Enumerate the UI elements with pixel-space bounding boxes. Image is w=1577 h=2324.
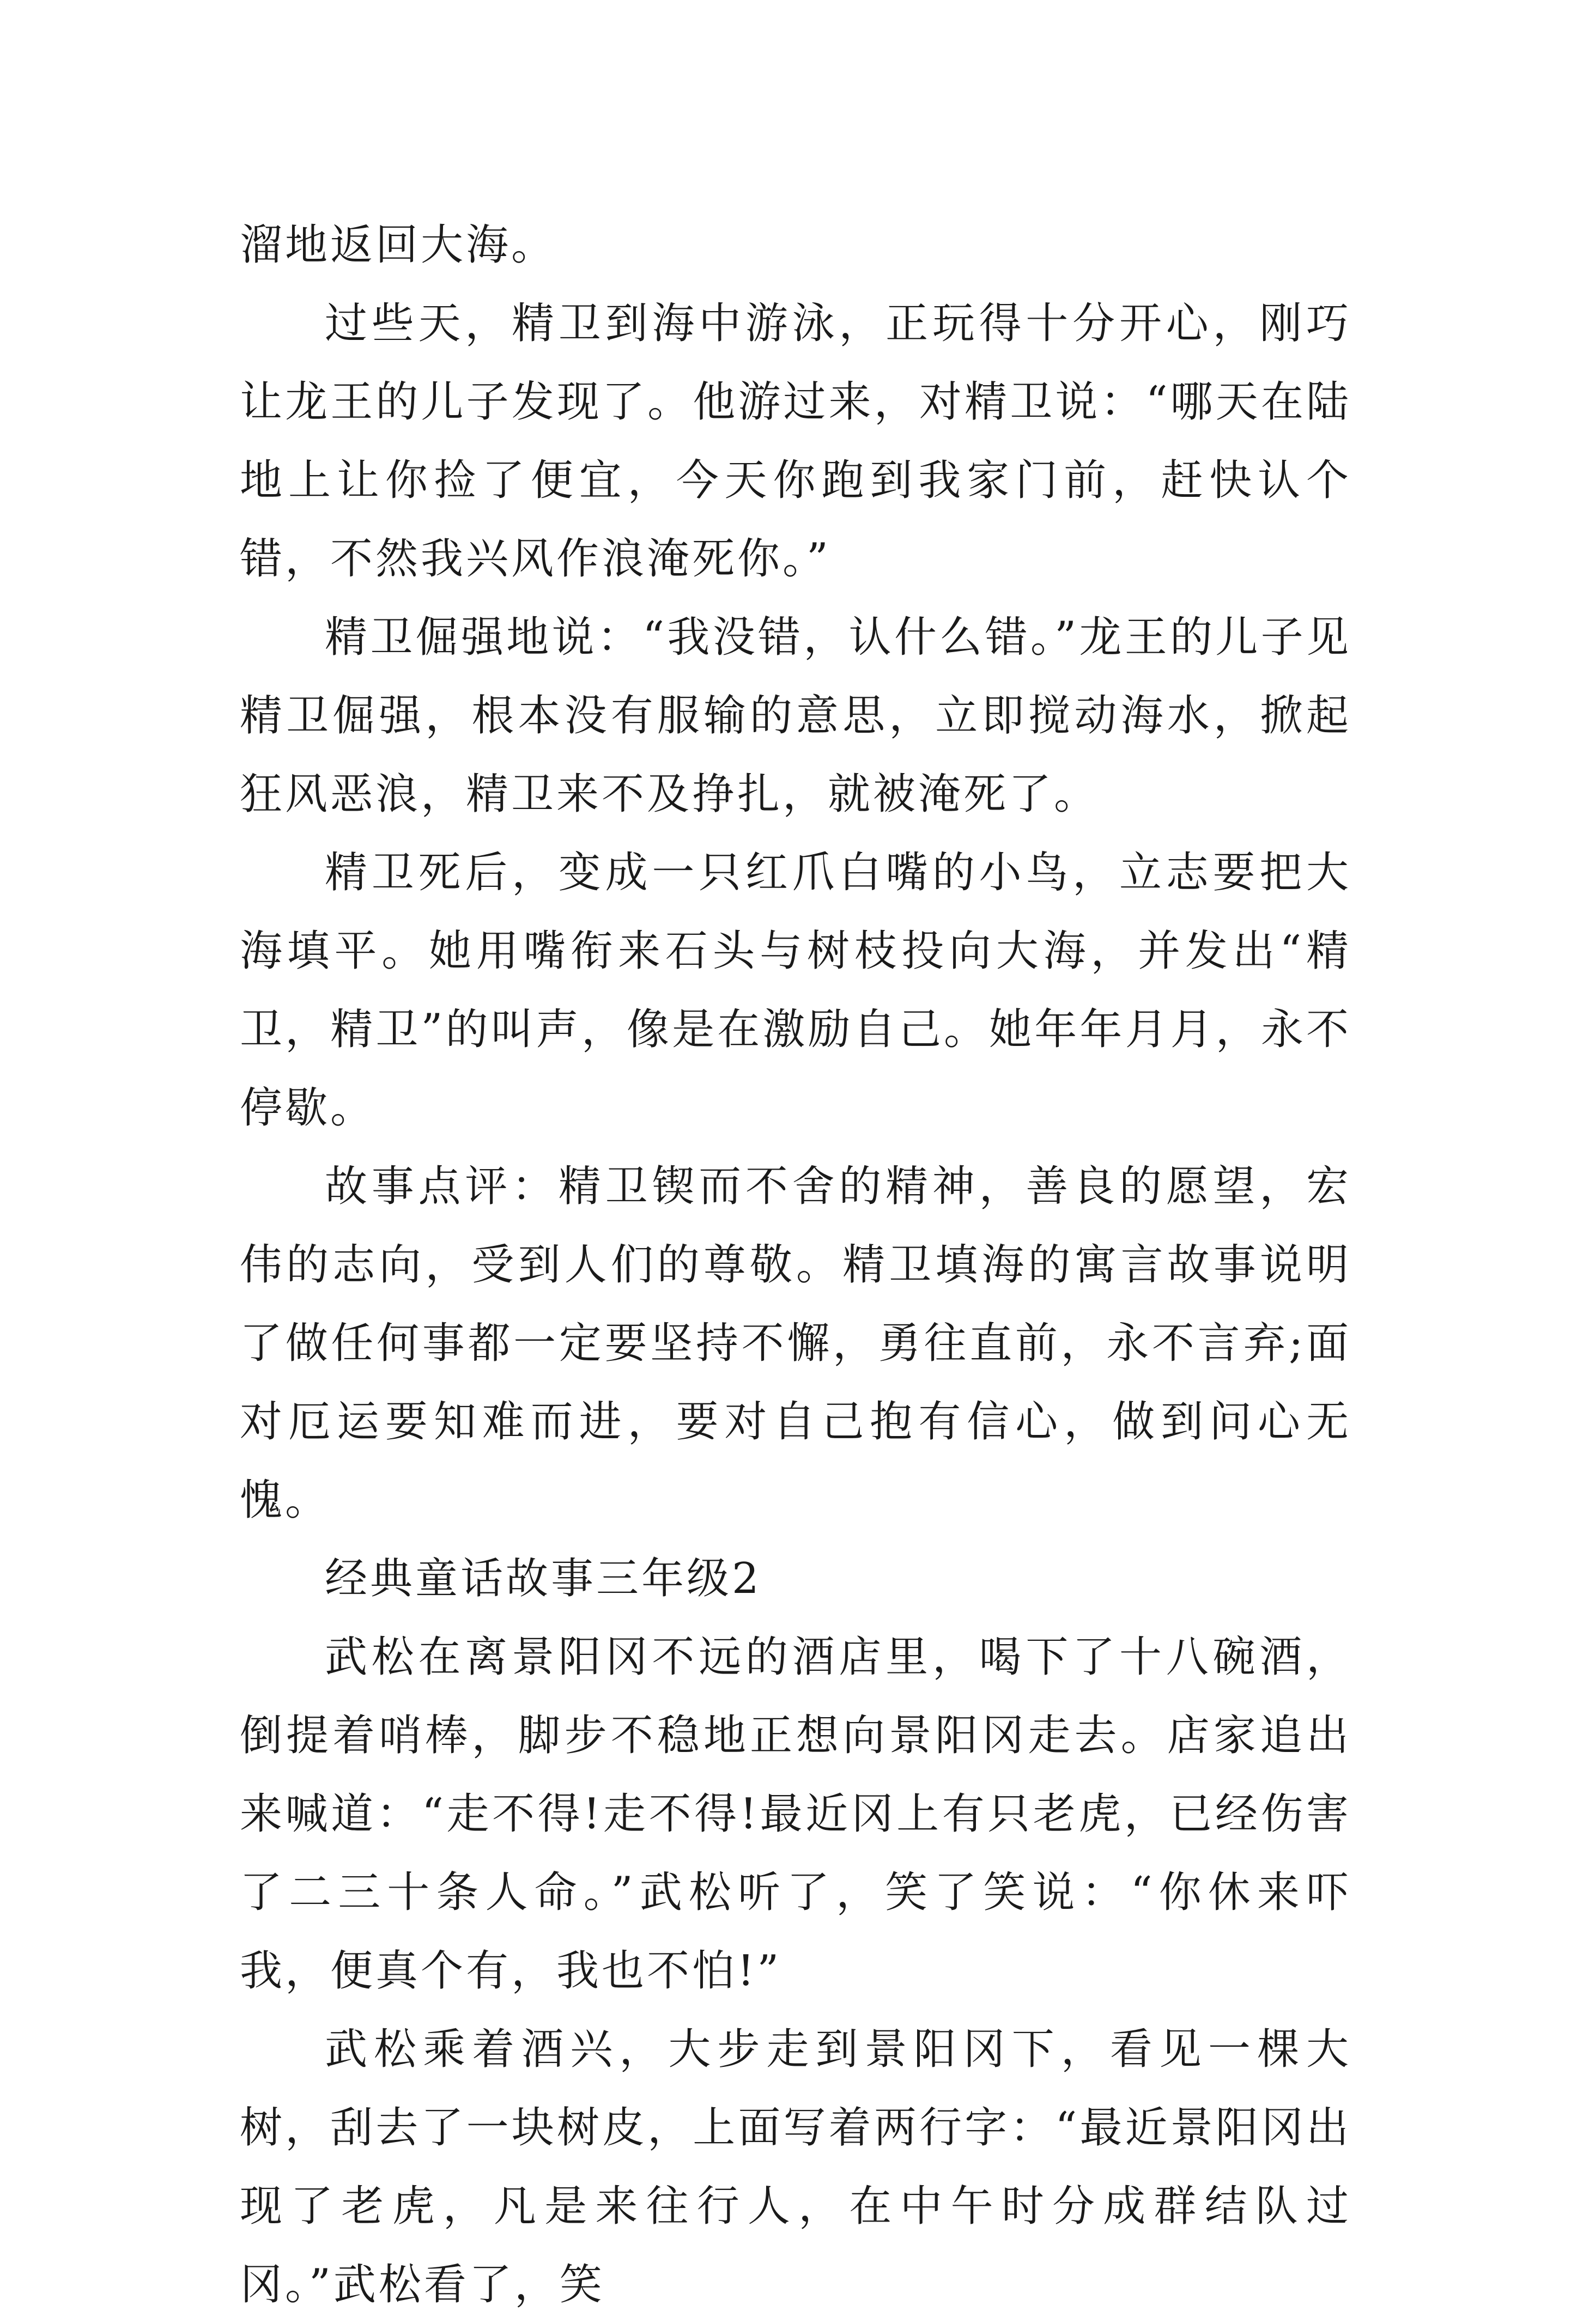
paragraph: 精卫倔强地说：“我没错，认什么错。”龙王的儿子见精卫倔强，根本没有服输的意思，立即搅动海水，掀起狂风恶浪，精卫来不及挣扎，就被淹死了。 [240,613,1351,819]
paragraph: 武松在离景阳冈不远的酒店里，喝下了十八碗酒，倒提着哨棒，脚步不稳地正想向景阳冈走去。店家追出来喊道：“走不得!走不得!最近冈上有只老虎，已经伤害了二三十条人命。”武松听了，笑了笑说：“你休来吓我，便真个有，我也不怕!” [240,1633,1351,1996]
paragraph: 精卫死后，变成一只红爪白嘴的小鸟，立志要把大海填平。她用嘴衔来石头与树枝投向大海，并发出“精卫，精卫”的叫声，像是在激励自己。她年年月月，永不停歇。 [240,848,1351,1133]
document-body [240,206,1351,2324]
paragraph-commentary: 故事点评：精卫锲而不舍的精神，善良的愿望，宏伟的志向，受到人们的尊敬。精卫填海的寓言故事说明了做任何事都一定要坚持不懈，勇往直前，永不言弃;面对厄运要知难而进，要对自己抱有信心，做到问心无愧。 [240,1162,1351,1525]
paragraph: 武松乘着酒兴，大步走到景阳冈下，看见一棵大树，刮去了一块树皮，上面写着两行字：“最近景阳冈出现了老虎，凡是来往行人，在中午时分成群结队过冈。”武松看了，笑 [240,2025,1351,2309]
paragraph-continuation: 溜地返回大海。 [240,221,557,270]
paragraph: 过些天，精卫到海中游泳，正玩得十分开心，刚巧让龙王的儿子发现了。他游过来，对精卫说：“哪天在陆地上让你捡了便宜，今天你跑到我家门前，赶快认个错，不然我兴风作浪淹死你。” [240,299,1351,583]
section-heading: 经典童话故事三年级2 [325,1554,762,1603]
